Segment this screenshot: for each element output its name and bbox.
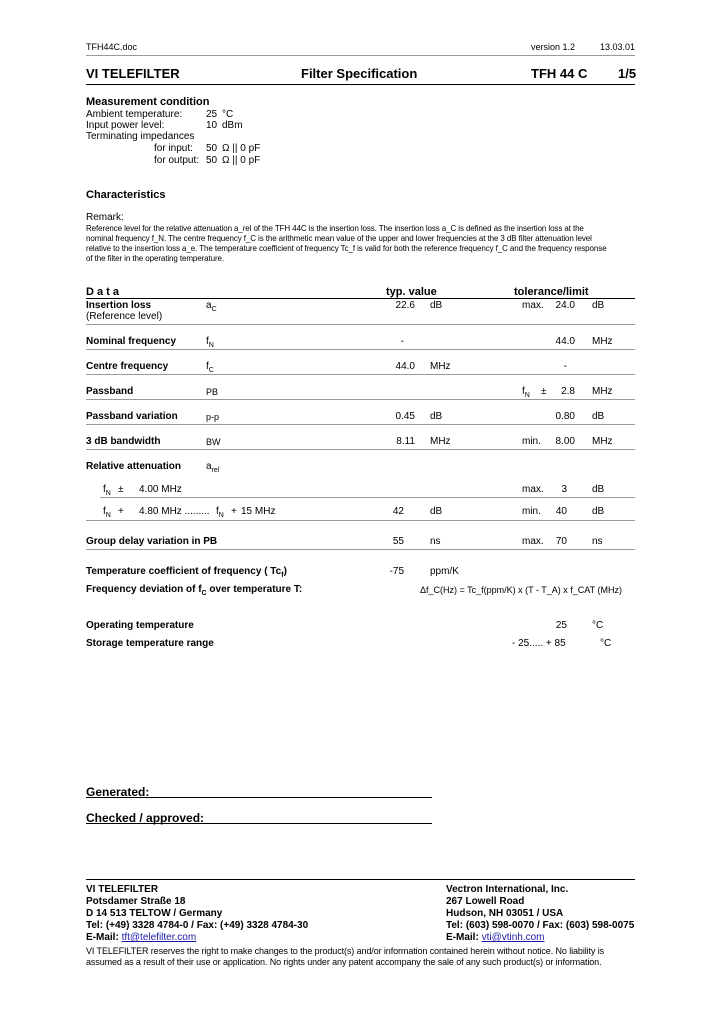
footer-right-street: 267 Lowell Road	[446, 896, 525, 907]
insertion-loss-cond: max.	[522, 300, 544, 311]
data-header-rule	[86, 298, 635, 299]
data-header: D a t a	[86, 286, 120, 298]
ambient-value: 25	[206, 109, 218, 120]
company-title: VI TELEFILTER	[86, 66, 180, 81]
rel1-op: ±	[118, 484, 124, 495]
rel2-op2: +	[231, 506, 237, 517]
remark-label: Remark:	[86, 212, 124, 223]
footer-right-phone: Tel: (603) 598-0070 / Fax: (603) 598-0075	[446, 920, 635, 931]
temp-coefficient-typ: -75	[389, 566, 404, 577]
remark-line-3: relative to the insertion loss a_e. The temperature coefficient of frequency Tc_f is valid for both the reference frequency f_C and the frequency response	[86, 244, 607, 253]
group-delay-limit: 70	[555, 536, 567, 547]
disclaimer-line-2: assumed as a result of their use or application. No rights under any patent accompany the sale of any such product(s) or information.	[86, 957, 602, 967]
ambient-unit: °C	[222, 109, 234, 120]
row-rule	[100, 497, 635, 498]
tolerance-header: tolerance/limit	[514, 286, 589, 298]
row-rule	[86, 399, 635, 400]
storage-temp-label: Storage temperature range	[86, 638, 214, 649]
rel2-cond: min.	[522, 506, 541, 517]
passband-cond-op: ±	[541, 386, 547, 397]
footer-left-name: VI TELEFILTER	[86, 884, 159, 895]
passband-cond: $f_N$	[522, 386, 530, 399]
terminating-label: Terminating impedances	[86, 131, 195, 142]
row-rule	[86, 424, 635, 425]
footer-right-name: Vectron International, Inc.	[446, 884, 569, 895]
bandwidth-typ-unit: MHz	[430, 436, 451, 447]
insertion-loss-typ: 22.6	[395, 300, 415, 311]
relative-attenuation-label: Relative attenuation	[86, 461, 182, 472]
typ-value-header: typ. value	[386, 286, 437, 298]
passband-symbol: PB	[206, 387, 219, 397]
measurement-heading: Measurement condition	[86, 96, 210, 108]
input-value: 50	[206, 143, 218, 154]
checked-signature-line	[86, 823, 432, 824]
relative-attenuation-symbol: $a_{rel}$	[206, 461, 220, 474]
nominal-frequency-label: Nominal frequency	[86, 336, 177, 347]
part-number: TFH 44 C	[531, 66, 588, 81]
header-rule	[86, 55, 635, 56]
centre-frequency-limit: -	[563, 361, 567, 372]
reference-level-label: (Reference level)	[86, 311, 163, 322]
operating-temp-value: 25	[555, 620, 567, 631]
rel2-range2: 15 MHz	[241, 506, 276, 517]
insertion-loss-limit-unit: dB	[592, 300, 605, 311]
centre-frequency-typ: 44.0	[395, 361, 415, 372]
operating-temp-label: Operating temperature	[86, 620, 194, 631]
passband-variation-typ-unit: dB	[430, 411, 443, 422]
passband-variation-symbol: p-p	[206, 412, 220, 422]
temp-coefficient-unit: ppm/K	[430, 566, 459, 577]
input-unit: Ω || 0 pF	[222, 143, 261, 154]
rel2-range: 4.80 MHz .........	[139, 506, 210, 517]
passband-variation-limit: 0.80	[555, 411, 575, 422]
group-delay-label: Group delay variation in PB	[86, 536, 218, 547]
group-delay-cond: max.	[522, 536, 544, 547]
footer-left-city: D 14 513 TELTOW / Germany	[86, 908, 223, 919]
nominal-frequency-symbol: $f_N$	[206, 336, 214, 349]
rel2-typ: 42	[392, 506, 404, 517]
rel2-limit: 40	[555, 506, 567, 517]
group-delay-typ: 55	[392, 536, 404, 547]
insertion-loss-limit: 24.0	[555, 300, 575, 311]
nominal-frequency-limit-unit: MHz	[592, 336, 613, 347]
output-value: 50	[206, 155, 218, 166]
bandwidth-limit: 8.00	[555, 436, 575, 447]
passband-limit: 2.8	[561, 386, 575, 397]
rel2-typ-unit: dB	[430, 506, 443, 517]
group-delay-limit-unit: ns	[592, 536, 603, 547]
doc-version: version 1.2	[531, 42, 576, 52]
rel2-op: +	[118, 506, 124, 517]
insertion-loss-symbol: $a_C$	[206, 300, 217, 313]
footer-left-phone: Tel: (+49) 3328 4784-0 / Fax: (+49) 3328 4784-30	[86, 920, 309, 931]
input-label: for input:	[154, 143, 193, 154]
footer-left-email-row: E-Mail: tft@telefilter.com	[86, 932, 197, 943]
bandwidth-cond: min.	[522, 436, 541, 447]
bandwidth-label: 3 dB bandwidth	[86, 436, 161, 447]
rel1-cond: max.	[522, 484, 544, 495]
frequency-deviation-label: Frequency deviation of $f_C$ over temperature T:	[86, 584, 303, 597]
generated-label: Generated:	[86, 785, 150, 799]
power-value: 10	[206, 120, 218, 131]
characteristics-heading: Characteristics	[86, 189, 166, 201]
ambient-label: Ambient temperature:	[86, 109, 183, 120]
bandwidth-typ: 8.11	[396, 436, 415, 447]
operating-temp-unit: °C	[592, 620, 604, 631]
remark-line-2: nominal frequency f_N. The centre frequency f_C is the arithmetic mean value of the upper and lower frequencies at the 3 dB filter attenuation level	[86, 234, 592, 243]
frequency-deviation-formula: Δf_C(Hz) = Tc_f(ppm/K) x (T - T_A) x f_CAT (MHz)	[420, 585, 622, 595]
row-rule	[86, 324, 635, 325]
title-rule	[86, 84, 635, 85]
output-label: for output:	[154, 155, 200, 166]
rel1-freq: $f_N$	[103, 484, 111, 497]
storage-temp-unit: °C	[600, 638, 612, 649]
centre-frequency-label: Centre frequency	[86, 361, 169, 372]
power-label: Input power level:	[86, 120, 165, 131]
storage-temp-value: - 25..... + 85	[512, 638, 566, 649]
doc-date: 13.03.01	[600, 42, 636, 52]
generated-signature-line	[86, 797, 432, 798]
nominal-frequency-typ: -	[400, 336, 404, 347]
row-rule	[86, 449, 635, 450]
insertion-loss-label: Insertion loss	[86, 300, 152, 311]
checked-label: Checked / approved:	[86, 811, 205, 825]
row-rule	[86, 520, 635, 521]
passband-label: Passband	[86, 386, 134, 397]
footer-right-email-link[interactable]: vti@vtinh.com	[481, 932, 545, 943]
page-number: 1/5	[618, 66, 637, 81]
insertion-loss-typ-unit: dB	[430, 300, 443, 311]
rel2-freq2: $f_N$	[216, 506, 224, 519]
temp-coefficient-label: Temperature coefficient of frequency ( $Tc_f$)	[86, 566, 287, 579]
output-unit: Ω || 0 pF	[222, 155, 261, 166]
remark-line-4: of the filter in the operating temperature.	[86, 254, 225, 263]
rel1-limit-unit: dB	[592, 484, 605, 495]
disclaimer-line-1: VI TELEFILTER reserves the right to make changes to the product(s) and/or information contained herein without notice. No liability is	[86, 946, 605, 956]
footer-rule	[86, 879, 635, 880]
footer-left-street: Potsdamer Straße 18	[86, 896, 186, 907]
row-rule	[86, 549, 635, 550]
passband-variation-limit-unit: dB	[592, 411, 605, 422]
nominal-frequency-limit: 44.0	[555, 336, 575, 347]
passband-variation-label: Passband variation	[86, 411, 178, 422]
row-rule	[86, 349, 635, 350]
passband-variation-typ: 0.45	[395, 411, 415, 422]
row-rule	[86, 374, 635, 375]
footer-right-email-row: E-Mail: vti@vtinh.com	[446, 932, 545, 943]
doc-filename: TFH44C.doc	[86, 42, 138, 52]
rel1-limit: 3	[561, 484, 567, 495]
centre-frequency-symbol: $f_C$	[206, 361, 214, 374]
rel2-freq: $f_N$	[103, 506, 111, 519]
page-title: Filter Specification	[301, 66, 418, 81]
footer-right-city: Hudson, NH 03051 / USA	[446, 908, 564, 919]
group-delay-typ-unit: ns	[430, 536, 441, 547]
rel2-limit-unit: dB	[592, 506, 605, 517]
bandwidth-symbol: BW	[206, 437, 221, 447]
passband-limit-unit: MHz	[592, 386, 613, 397]
remark-line-1: Reference level for the relative attenuation a_rel of the TFH 44C is the insertion loss. The insertion loss a_C is defined as the insertion loss at the	[86, 224, 584, 233]
centre-frequency-typ-unit: MHz	[430, 361, 451, 372]
bandwidth-limit-unit: MHz	[592, 436, 613, 447]
footer-left-email-link[interactable]: tft@telefilter.com	[121, 932, 197, 943]
power-unit: dBm	[222, 120, 243, 131]
rel1-range: 4.00 MHz	[139, 484, 182, 495]
